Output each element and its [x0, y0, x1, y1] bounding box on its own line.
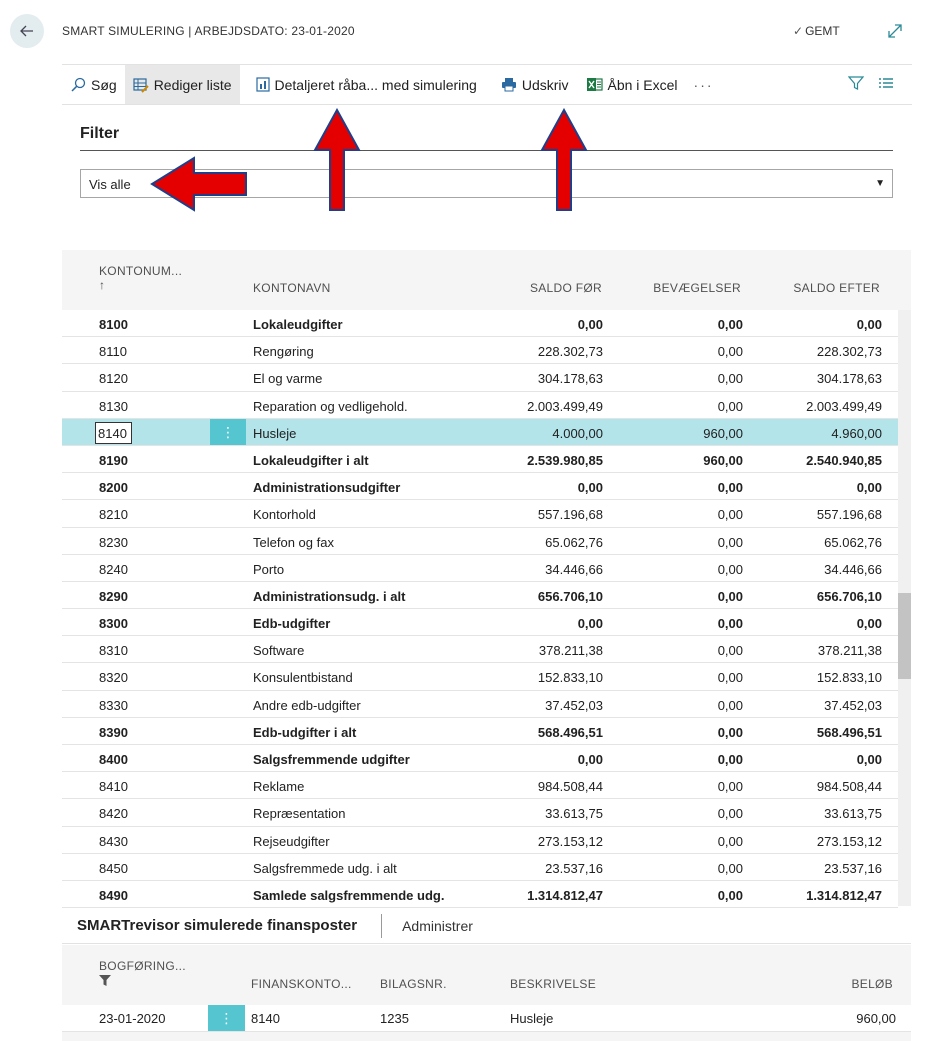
column-header-account-no-label: KONTONUM...	[99, 264, 183, 278]
account-no-cell: 8200	[99, 480, 128, 496]
subpage-title: SMARTrevisor simulerede finansposter	[77, 917, 358, 934]
movements-cell: 0,00	[717, 534, 743, 550]
column-header-posting-date-label: BOGFØRING...	[99, 959, 186, 973]
annotation-arrow-left-icon	[150, 156, 248, 212]
column-header-gl-account[interactable]: FINANSKONTO...	[251, 977, 352, 991]
subpage-header	[62, 908, 911, 944]
balance-before-cell: 0,00	[577, 752, 603, 767]
account-no-cell: 8390	[99, 724, 128, 740]
annotation-arrow-up-icon	[313, 108, 361, 212]
table-row[interactable]	[62, 337, 898, 364]
account-list	[62, 250, 911, 906]
balance-before-cell: 4.000,00	[552, 425, 603, 441]
table-row[interactable]	[62, 392, 898, 419]
more-actions-button[interactable]: ···	[693, 76, 714, 93]
balance-after-cell: 273.153,12	[816, 833, 882, 849]
account-no-cell: 8430	[99, 833, 128, 849]
movements-cell: 960,00	[703, 452, 743, 468]
balance-after-cell: 557.196,68	[816, 507, 882, 523]
open-in-excel-label: Åbn i Excel	[607, 76, 678, 93]
balance-after-cell: 37.452,03	[824, 697, 882, 713]
balance-after-cell: 228.302,73	[816, 344, 882, 360]
table-row[interactable]	[62, 419, 898, 446]
movements-cell: 0,00	[717, 724, 743, 740]
back-button[interactable]	[10, 14, 44, 48]
account-no-cell: 8300	[99, 616, 128, 632]
check-icon: ✓	[793, 24, 804, 38]
balance-before-cell: 0,00	[577, 480, 603, 496]
account-no-cell: 8210	[99, 507, 128, 523]
page-title: SMART SIMULERING | ARBEJDSDATO: 23-01-2020	[62, 24, 355, 38]
table-row[interactable]	[62, 718, 898, 745]
printer-icon	[501, 77, 517, 92]
table-row[interactable]	[62, 473, 898, 500]
account-no-cell: 8330	[99, 697, 128, 713]
account-name-cell: Edb-udgifter i alt	[253, 724, 357, 740]
movements-cell: 0,00	[717, 588, 743, 604]
account-name-cell: Salgsfremmende udgifter	[253, 752, 410, 767]
filter-divider	[80, 150, 893, 151]
edit-list-label: Rediger liste	[153, 76, 232, 93]
movements-cell: 0,00	[717, 507, 743, 523]
account-name-cell: Lokaleudgifter i alt	[253, 452, 369, 468]
balance-before-cell: 33.613,75	[545, 806, 603, 822]
account-no-cell: 8400	[99, 752, 128, 767]
balance-before-cell: 273.153,12	[537, 833, 603, 849]
account-name-cell: Repræsentation	[253, 806, 346, 822]
account-rows	[62, 310, 898, 908]
table-row[interactable]	[62, 310, 898, 337]
account-name-cell: Administrationsudgifter	[253, 480, 401, 496]
account-no-cell: 8290	[99, 588, 128, 604]
table-row[interactable]	[62, 528, 898, 555]
action-bar	[62, 64, 912, 105]
account-name-cell: Rengøring	[253, 344, 314, 360]
subpage-divider	[381, 914, 382, 938]
excel-icon	[587, 77, 603, 92]
balance-before-cell: 568.496,51	[537, 724, 603, 740]
filter-icon[interactable]	[848, 75, 864, 91]
detailed-report-label: Detaljeret råba... med simulering	[274, 76, 477, 93]
edit-list-button[interactable]	[125, 65, 240, 104]
movements-cell: 0,00	[717, 371, 743, 387]
filter-icon	[99, 975, 111, 986]
balance-after-cell: 2.540.940,85	[806, 452, 882, 468]
balance-after-cell: 0,00	[856, 480, 882, 496]
account-name-cell: Konsulentbistand	[253, 670, 353, 686]
account-no-cell: 8450	[99, 860, 128, 876]
description-cell: Husleje	[510, 1011, 554, 1026]
table-row[interactable]	[62, 881, 898, 908]
movements-cell: 0,00	[717, 833, 743, 849]
movements-cell: 0,00	[717, 344, 743, 360]
account-no-cell: 8190	[99, 452, 128, 468]
voucher-no-cell: 1235	[380, 1011, 409, 1026]
account-no-cell: 8410	[99, 779, 128, 795]
account-name-cell: Salgsfremmede udg. i alt	[253, 860, 397, 876]
column-header-balance-before[interactable]: SALDO FØR	[529, 281, 602, 295]
column-header-voucher-no[interactable]: BILAGSNR.	[380, 977, 447, 991]
balance-before-cell: 37.452,03	[545, 697, 603, 713]
print-button[interactable]	[493, 65, 577, 104]
balance-before-cell: 0,00	[577, 616, 603, 632]
balance-after-cell: 656.706,10	[816, 588, 882, 604]
balance-after-cell: 65.062,76	[824, 534, 882, 550]
balance-after-cell: 4.960,00	[831, 425, 882, 441]
balance-before-cell: 0,00	[577, 317, 603, 332]
saved-status	[793, 24, 840, 38]
table-row[interactable]	[62, 555, 898, 582]
manage-button[interactable]: Administrer	[402, 917, 473, 934]
column-header-description[interactable]: BESKRIVELSE	[510, 977, 597, 991]
scrollbar-thumb[interactable]	[898, 593, 911, 679]
movements-cell: 0,00	[717, 779, 743, 795]
movements-cell: 0,00	[717, 887, 743, 903]
movements-cell: 0,00	[717, 860, 743, 876]
account-name-cell: Andre edb-udgifter	[253, 697, 361, 713]
balance-before-cell: 228.302,73	[537, 344, 603, 360]
vertical-scrollbar[interactable]	[898, 310, 911, 906]
table-row[interactable]	[62, 1005, 911, 1032]
print-label: Udskriv	[521, 76, 569, 93]
account-no-cell: 8110	[99, 344, 127, 360]
balance-after-cell: 34.446,66	[824, 561, 882, 577]
account-name-cell: Samlede salgsfremmende udg.	[253, 887, 445, 903]
table-row[interactable]	[62, 364, 898, 391]
movements-cell: 0,00	[717, 670, 743, 686]
movements-cell: 0,00	[717, 398, 743, 414]
account-no-cell: 8140	[98, 425, 127, 441]
arrow-left-icon	[19, 23, 35, 39]
balance-before-cell: 557.196,68	[537, 507, 603, 523]
row-actions-icon[interactable]: ⋮	[210, 419, 246, 445]
amount-cell: 960,00	[856, 1011, 896, 1026]
balance-before-cell: 65.062,76	[545, 534, 603, 550]
table-row[interactable]	[62, 609, 898, 636]
balance-before-cell: 984.508,44	[537, 779, 603, 795]
account-name-cell: Porto	[253, 561, 285, 577]
balance-after-cell: 23.537,16	[824, 860, 882, 876]
movements-cell: 0,00	[717, 616, 743, 632]
account-name-cell: Edb-udgifter	[253, 616, 331, 632]
table-row[interactable]	[62, 827, 898, 854]
account-no-cell: 8120	[99, 371, 128, 387]
account-name-cell: El og varme	[253, 371, 323, 387]
table-row[interactable]	[62, 663, 898, 690]
table-row[interactable]	[62, 691, 898, 718]
column-header-posting-date[interactable]	[99, 959, 186, 989]
filter-selected-value: Vis alle	[89, 177, 131, 192]
account-name-cell: Lokaleudgifter	[253, 317, 343, 332]
account-name-cell: Reparation og vedligehold.	[253, 398, 408, 414]
account-no-cell: 8230	[99, 534, 128, 550]
balance-after-cell: 304.178,63	[816, 371, 882, 387]
balance-after-cell: 0,00	[856, 752, 882, 767]
table-row[interactable]	[62, 500, 898, 527]
balance-before-cell: 23.537,16	[545, 860, 603, 876]
table-row[interactable]	[62, 799, 898, 826]
account-no-cell: 8420	[99, 806, 128, 822]
table-row[interactable]	[62, 636, 898, 663]
account-no-cell: 8100	[99, 317, 128, 332]
movements-cell: 0,00	[717, 561, 743, 577]
list-header	[62, 250, 911, 310]
gl-account-cell: 8140	[251, 1011, 280, 1026]
balance-after-cell: 984.508,44	[816, 779, 882, 795]
account-no-cell: 8320	[99, 670, 128, 686]
account-no-cell: 8240	[99, 561, 128, 577]
balance-after-cell: 33.613,75	[824, 806, 882, 822]
movements-cell: 0,00	[717, 806, 743, 822]
table-row[interactable]	[62, 745, 898, 772]
report-icon	[256, 77, 270, 92]
simulated-entries-list	[62, 945, 911, 1041]
table-row[interactable]	[62, 772, 898, 799]
balance-before-cell: 152.833,10	[537, 670, 603, 686]
column-header-movements[interactable]: BEVÆGELSER	[653, 281, 741, 295]
column-header-account-no[interactable]	[99, 264, 182, 292]
open-in-excel-button[interactable]	[579, 65, 686, 104]
balance-before-cell: 34.446,66	[545, 561, 603, 577]
table-row[interactable]	[62, 854, 898, 881]
balance-before-cell: 2.003.499,49	[527, 398, 603, 414]
account-name-cell: Kontorhold	[253, 507, 316, 523]
table-row[interactable]	[62, 446, 898, 473]
edit-list-icon	[133, 77, 149, 93]
balance-after-cell: 568.496,51	[816, 724, 882, 740]
balance-after-cell: 378.211,38	[817, 643, 882, 659]
balance-before-cell: 304.178,63	[537, 371, 603, 387]
account-name-cell: Husleje	[253, 425, 297, 441]
movements-cell: 0,00	[717, 697, 743, 713]
list-view-icon[interactable]	[878, 75, 894, 91]
balance-after-cell: 0,00	[856, 317, 882, 332]
detailed-report-button[interactable]	[248, 65, 485, 104]
column-header-account-name[interactable]: KONTONAVN	[253, 281, 331, 295]
balance-after-cell: 0,00	[856, 616, 882, 632]
balance-after-cell: 152.833,10	[816, 670, 882, 686]
column-header-amount[interactable]: BELØB	[851, 977, 893, 991]
filter-heading: Filter	[80, 125, 120, 142]
balance-before-cell: 656.706,10	[537, 588, 603, 604]
movements-cell: 0,00	[717, 480, 743, 496]
movements-cell: 0,00	[717, 317, 743, 332]
balance-before-cell: 1.314.812,47	[527, 887, 603, 903]
expand-icon[interactable]	[884, 20, 906, 42]
saved-label: GEMT	[805, 24, 840, 38]
chevron-down-icon: ▼	[875, 178, 885, 189]
search-label: Søg	[91, 76, 117, 93]
account-name-cell: Rejseudgifter	[253, 833, 330, 849]
movements-cell: 0,00	[717, 643, 743, 659]
movements-cell: 960,00	[703, 425, 743, 441]
sort-ascending-icon: ↑	[99, 278, 106, 292]
account-no-cell: 8130	[99, 398, 128, 414]
row-actions-icon[interactable]: ⋮	[208, 1005, 245, 1031]
balance-after-cell: 1.314.812,47	[806, 887, 882, 903]
search-button[interactable]	[62, 65, 125, 104]
balance-after-cell: 2.003.499,49	[806, 398, 882, 414]
account-no-cell: 8490	[99, 887, 128, 903]
search-icon	[70, 77, 86, 93]
account-name-cell: Software	[253, 643, 305, 659]
movements-cell: 0,00	[717, 752, 743, 767]
account-no-cell: 8310	[99, 643, 128, 659]
account-name-cell: Administrationsudg. i alt	[253, 588, 406, 604]
account-name-cell: Reklame	[253, 779, 305, 795]
posting-date-cell: 23-01-2020	[99, 1011, 166, 1026]
balance-before-cell: 2.539.980,85	[527, 452, 603, 468]
annotation-arrow-up-icon	[540, 108, 588, 212]
account-name-cell: Telefon og fax	[253, 534, 334, 550]
balance-before-cell: 378.211,38	[538, 643, 603, 659]
column-header-balance-after[interactable]: SALDO EFTER	[793, 281, 880, 295]
table-row[interactable]	[62, 582, 898, 609]
